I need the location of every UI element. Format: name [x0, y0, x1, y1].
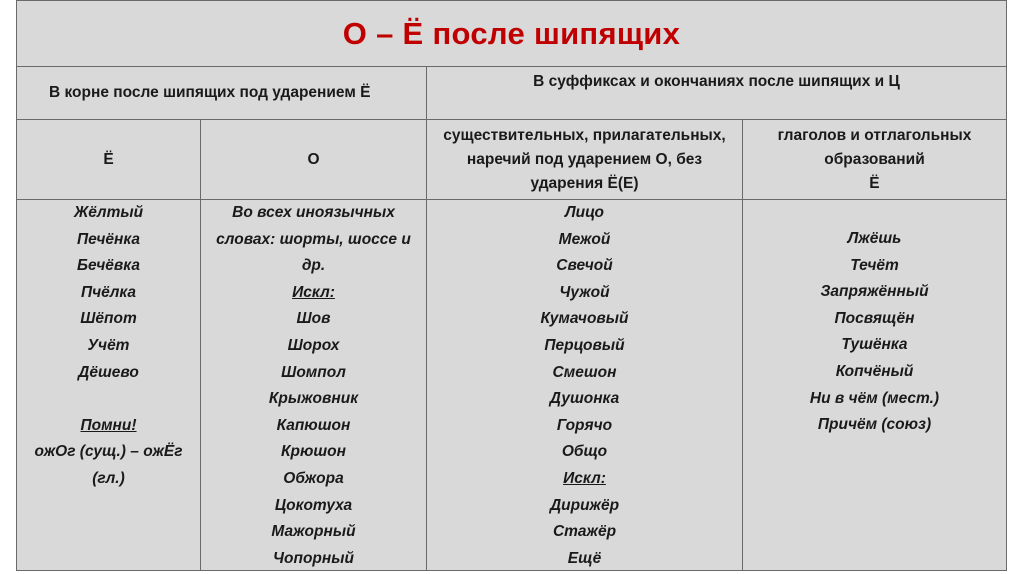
list-item: Жёлтый [73, 204, 144, 221]
rule-table [16, 0, 1007, 571]
intro-text: Во всех иноязычных [232, 204, 395, 221]
list-item: Ни в чём (мест.) [809, 389, 940, 407]
remember-note-text: (гл.) [92, 469, 125, 487]
subheader-col3-line: существительных, прилагательных, [443, 126, 726, 144]
list-item: Течёт [850, 256, 899, 274]
list-item: Шов [296, 310, 331, 328]
list-item: Чопорный [273, 549, 354, 567]
subheader-col3-line: ударения Ё(Е) [530, 174, 639, 192]
list-item: Дёшево [78, 363, 139, 381]
list-item: Цокотуха [274, 496, 353, 514]
column-suffix-nouns [427, 200, 743, 570]
list-item: Учёт [87, 336, 130, 354]
list-item: Ещё [567, 549, 602, 567]
list-item: Причём (союз) [817, 416, 932, 434]
exception-label: Искл: [563, 469, 606, 487]
subheader-yo [17, 120, 201, 200]
header-suffix-section [427, 67, 1006, 120]
remember-note-text: ожОг (сущ.) – ожЁг [34, 443, 183, 461]
subheader-col4-line: глаголов и отглагольных [777, 127, 972, 144]
list-item: Шорох [287, 336, 340, 354]
column-root-o [201, 200, 427, 570]
list-item: Межой [558, 230, 611, 248]
list-item: Посвящён [834, 309, 915, 327]
list-item: Печёнка [76, 230, 141, 248]
list-item: Душонка [549, 390, 620, 408]
list-item: Пчёлка [80, 283, 137, 301]
list-item: Бечёвка [77, 257, 140, 275]
list-item: Обжора [283, 469, 344, 487]
remember-note: Помни! [80, 416, 137, 434]
subheader-col4-line: Ё [869, 175, 880, 192]
list-item: Лицо [564, 204, 604, 221]
subheader-o-label: О [307, 150, 320, 168]
list-item: Чужой [559, 283, 610, 301]
list-item: Мажорный [271, 523, 356, 541]
list-item: Лжёшь [847, 230, 902, 247]
list-item: Капюшон [276, 416, 351, 434]
header-root-label: В корне после шипящих под ударением Ё [49, 84, 371, 101]
subheader-yo-label: Ё [103, 150, 114, 168]
title-row [17, 1, 1006, 67]
header-suffix-label: В суффиксах и окончаниях после шипящих и Ц [533, 73, 900, 90]
list-item: Шёпот [80, 310, 137, 328]
subheader-col4-line: образований [824, 151, 925, 168]
list-item: Крыжовник [268, 390, 359, 408]
list-item: Свечой [556, 257, 613, 275]
subheader-verbs [743, 120, 1006, 200]
intro-text: др. [301, 257, 326, 275]
subheader-nouns-adjectives [427, 120, 743, 200]
list-item: Запряжённый [820, 283, 929, 301]
exception-label: Искл: [292, 283, 335, 301]
subheader-o [201, 120, 427, 200]
column-suffix-verbs [743, 200, 1006, 570]
list-item: Шомпол [281, 363, 346, 381]
list-item: Смешон [552, 363, 617, 381]
subheader-col3-line: наречий под ударением О, без [466, 150, 703, 168]
intro-text: словах: шорты, шоссе и [216, 230, 411, 248]
list-item: Стажёр [552, 523, 617, 541]
list-item: Общо [561, 443, 608, 461]
list-item: Дирижёр [549, 496, 620, 514]
list-item: Перцовый [544, 336, 625, 354]
list-item: Крюшон [280, 443, 346, 461]
list-item: Кумачовый [540, 310, 629, 328]
column-root-yo [17, 200, 201, 570]
list-item: Горячо [556, 416, 613, 434]
header-root-section [17, 67, 427, 120]
page-title: О – Ё после шипящих [342, 15, 681, 51]
list-item: Копчёный [835, 362, 914, 380]
list-item: Тушёнка [841, 336, 908, 354]
